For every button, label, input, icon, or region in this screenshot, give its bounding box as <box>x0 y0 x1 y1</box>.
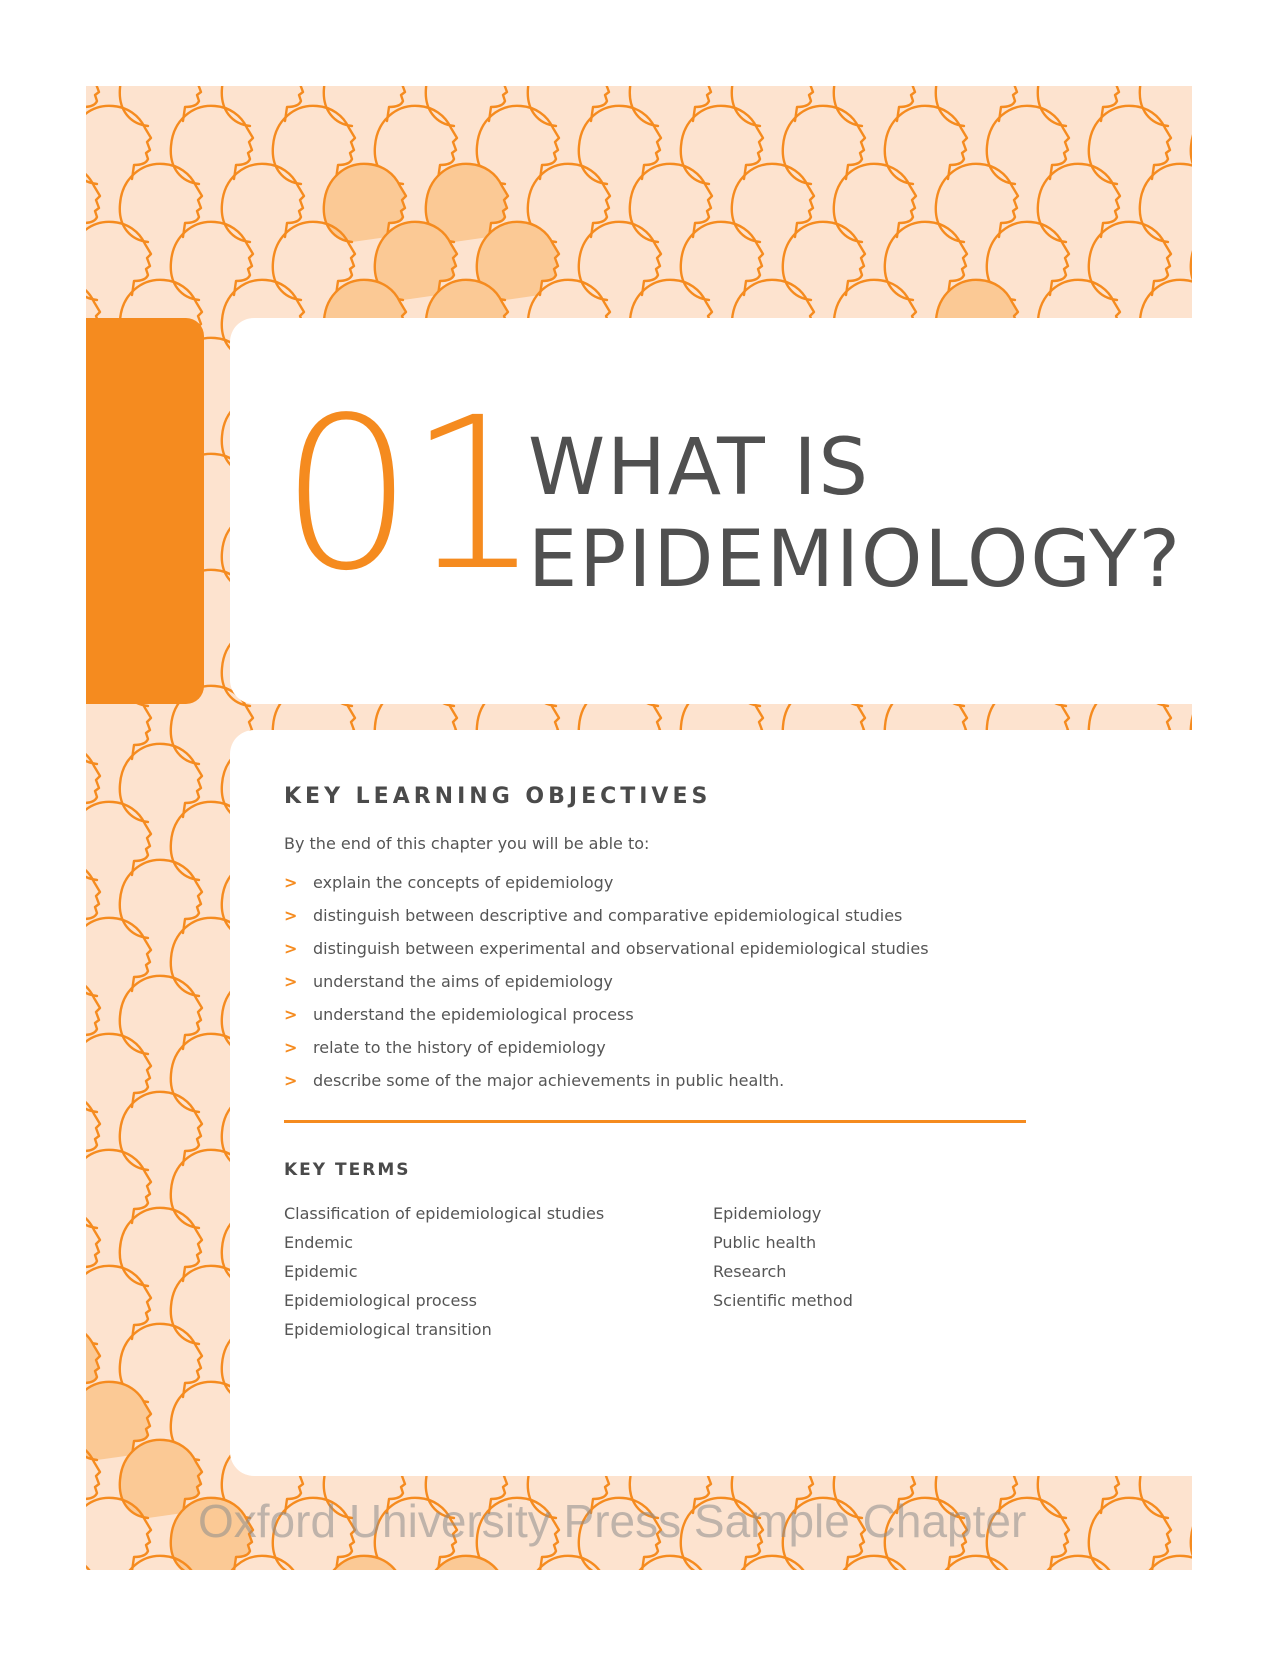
head-silhouette-icon <box>120 976 202 1054</box>
key-terms-heading: KEY TERMS <box>284 1160 411 1180</box>
head-silhouette-icon <box>120 1092 202 1170</box>
bullet-arrow-icon: > <box>284 873 298 892</box>
head-silhouette-icon <box>579 222 661 300</box>
head-silhouette-icon <box>120 860 202 938</box>
head-silhouette-icon <box>86 106 151 184</box>
objectives-list <box>284 866 929 1097</box>
objective-text: distinguish between descriptive and comparative epidemiological studies <box>313 906 903 925</box>
bullet-arrow-icon: > <box>284 1005 298 1024</box>
head-silhouette-icon <box>426 86 508 126</box>
bullet-arrow-icon: > <box>284 1038 298 1057</box>
bullet-arrow-icon: > <box>284 906 298 925</box>
key-term: Scientific method <box>713 1291 853 1310</box>
head-silhouette-icon <box>936 86 1018 126</box>
head-silhouette-icon <box>834 86 916 126</box>
head-silhouette-icon <box>1191 1498 1192 1570</box>
objectives-heading: KEY LEARNING OBJECTIVES <box>284 784 712 809</box>
bullet-arrow-icon: > <box>284 1071 298 1090</box>
head-silhouette-icon <box>86 1266 151 1344</box>
objective-item <box>284 998 929 1031</box>
key-terms-column-1 <box>284 1204 604 1349</box>
head-silhouette-icon <box>1191 106 1192 184</box>
head-silhouette-icon <box>630 164 712 242</box>
key-term: Epidemiological process <box>284 1291 477 1310</box>
head-silhouette-icon <box>86 1208 100 1286</box>
head-silhouette-icon <box>120 1208 202 1286</box>
objectives-intro: By the end of this chapter you will be able to: <box>284 834 650 853</box>
head-silhouette-icon <box>1089 1498 1171 1570</box>
bullet-arrow-icon: > <box>284 972 298 991</box>
objective-item <box>284 932 929 965</box>
head-silhouette-icon <box>171 222 253 300</box>
head-silhouette-icon <box>885 106 967 184</box>
head-silhouette-icon <box>987 106 1069 184</box>
head-silhouette-icon <box>681 222 763 300</box>
head-silhouette-icon <box>1038 86 1120 126</box>
chapter-number: 01 <box>280 372 536 617</box>
objective-text: relate to the history of epidemiology <box>313 1038 606 1057</box>
head-silhouette-icon <box>324 86 406 126</box>
key-term: Epidemiology <box>713 1204 822 1223</box>
key-term: Epidemiological transition <box>284 1320 492 1339</box>
bullet-arrow-icon: > <box>284 939 298 958</box>
head-silhouette-icon <box>86 1092 100 1170</box>
objective-item <box>284 1031 929 1064</box>
head-silhouette-icon <box>171 106 253 184</box>
head-silhouette-icon <box>120 86 202 126</box>
head-silhouette-icon <box>1140 1556 1192 1570</box>
head-silhouette-icon <box>120 164 202 242</box>
head-silhouette-icon <box>681 106 763 184</box>
objective-text: distinguish between experimental and observational epidemiological studies <box>313 939 929 958</box>
head-silhouette-icon <box>86 222 151 300</box>
key-term: Public health <box>713 1233 817 1252</box>
head-silhouette-icon <box>86 1556 100 1570</box>
head-silhouette-icon <box>732 164 814 242</box>
head-silhouette-icon <box>1089 106 1171 184</box>
objective-item <box>284 1064 929 1097</box>
head-silhouette-icon <box>1089 222 1171 300</box>
objective-text: understand the epidemiological process <box>313 1005 634 1024</box>
head-silhouette-icon <box>579 106 661 184</box>
head-silhouette-icon <box>1191 222 1192 300</box>
head-silhouette-icon <box>86 976 100 1054</box>
key-term: Endemic <box>284 1233 354 1252</box>
learning-content-card <box>230 730 1192 1476</box>
chapter-title-card <box>230 318 1192 704</box>
objective-item <box>284 899 929 932</box>
head-silhouette-icon <box>222 86 304 126</box>
head-silhouette-icon <box>86 918 151 996</box>
head-silhouette-icon <box>86 860 100 938</box>
chapter-title-line-2: EPIDEMIOLOGY? <box>528 515 1183 605</box>
chapter-title-line-1: WHAT IS <box>528 423 871 513</box>
head-silhouette-icon <box>783 222 865 300</box>
key-term: Classification of epidemiological studies <box>284 1204 605 1223</box>
key-term: Research <box>713 1262 787 1281</box>
head-silhouette-icon <box>1140 86 1192 126</box>
key-terms-column-2 <box>713 1204 853 1320</box>
objective-text: explain the concepts of epidemiology <box>313 873 614 892</box>
head-silhouette-icon <box>630 86 712 126</box>
head-silhouette-icon <box>1038 164 1120 242</box>
head-silhouette-icon <box>86 802 151 880</box>
section-divider <box>284 1120 1026 1123</box>
chapter-title <box>528 422 1182 606</box>
head-silhouette-icon <box>528 86 610 126</box>
head-silhouette-icon <box>86 1034 151 1112</box>
head-silhouette-icon <box>120 744 202 822</box>
head-silhouette-icon <box>1140 164 1192 242</box>
head-silhouette-icon <box>86 86 100 126</box>
head-silhouette-icon <box>222 164 304 242</box>
objective-item <box>284 866 929 899</box>
head-silhouette-icon <box>86 1150 151 1228</box>
chapter-tab-accent <box>86 318 204 704</box>
objective-text: understand the aims of epidemiology <box>313 972 613 991</box>
key-term: Epidemic <box>284 1262 358 1281</box>
head-silhouette-icon <box>86 744 100 822</box>
head-silhouette-icon <box>86 164 100 242</box>
objective-text: describe some of the major achievements in public health. <box>313 1071 785 1090</box>
objective-item <box>284 965 929 998</box>
head-silhouette-icon <box>783 106 865 184</box>
watermark: Oxford University Press Sample Chapter <box>198 1495 1027 1547</box>
head-silhouette-icon <box>732 86 814 126</box>
head-silhouette-icon <box>834 164 916 242</box>
head-silhouette-icon <box>936 164 1018 242</box>
